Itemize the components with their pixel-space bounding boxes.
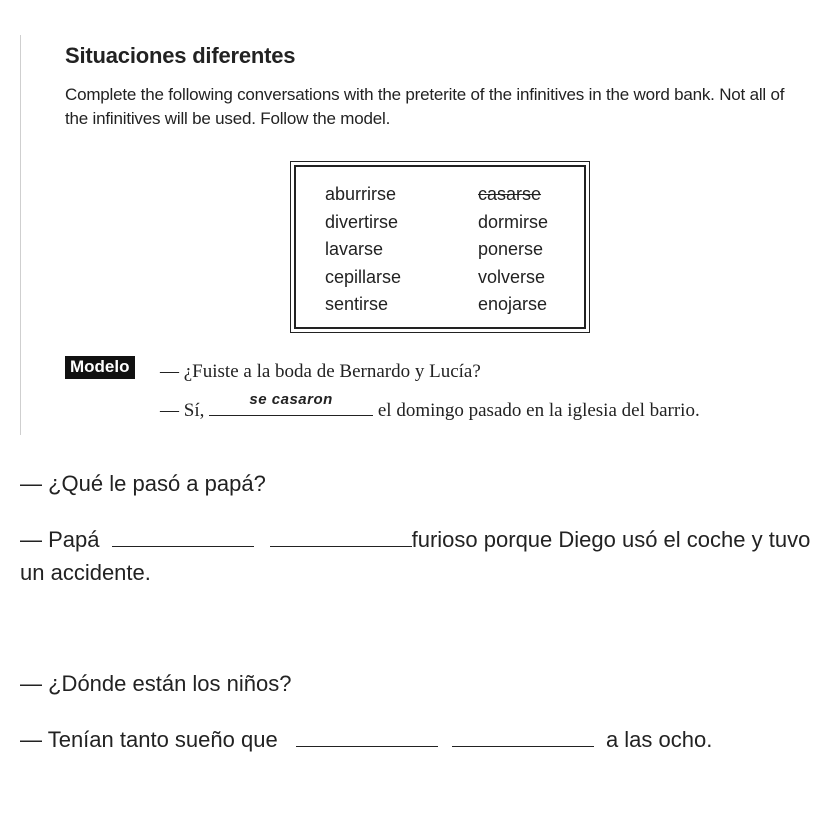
word-bank-item: cepillarse [325,266,402,287]
word-bank-item: divertirse [325,211,399,232]
model-answer-prefix: — Sí, [160,400,205,421]
exercise-2-answer-prefix: — Tenían tanto sueño que [20,727,278,752]
model-answer-filled: se casaron [249,391,333,408]
exercise-1-answer [20,523,820,589]
word-bank-item: casarse [478,184,542,204]
word-bank-item: aburrirse [325,184,397,204]
exercise-1-blank-2[interactable] [270,524,412,547]
exercise-1-question: — ¿Qué le pasó a papá? [20,471,266,496]
exercise-1-blank-1[interactable] [112,524,254,547]
modelo-badge: Modelo [65,356,135,379]
worksheet-scan [20,35,811,435]
exercise-1-answer-prefix: — Papá [20,527,100,552]
word-bank-item: enojarse [478,294,548,314]
word-bank-item: lavarse [325,239,384,259]
word-bank-inner-frame [294,165,586,329]
word-bank-left-column [325,181,401,319]
word-bank-item: dormirse [478,211,549,232]
word-bank-item: volverse [478,266,546,287]
word-bank-item: ponerse [478,239,544,259]
word-bank-item: sentirse [325,294,389,314]
worksheet-instructions: Complete the following conversations with the preterite of the infinitives in the word bank. Not all of the infinitives will be used. Follow the model. [65,85,785,128]
worksheet-title: Situaciones diferentes [65,43,296,68]
model-answer-suffix: el domingo pasado en la iglesia del barrio. [377,400,700,421]
exercise-2-answer [20,723,712,756]
model-answer-blank [209,391,373,416]
model-answer-line [160,391,700,422]
exercise-2-answer-suffix: a las ocho. [605,727,713,752]
exercise-2-question: — ¿Dónde están los niños? [20,671,292,696]
model-question: — ¿Fuiste a la boda de Bernardo y Lucía? [160,361,481,382]
exercise-1-answer-suffix: furioso porque Diego usó el coche y tuvo un accidente. [20,527,811,585]
word-bank [290,161,590,333]
exercise-2-blank-2[interactable] [452,724,594,747]
word-bank-right-column [478,181,548,319]
exercise-2-blank-1[interactable] [296,724,438,747]
